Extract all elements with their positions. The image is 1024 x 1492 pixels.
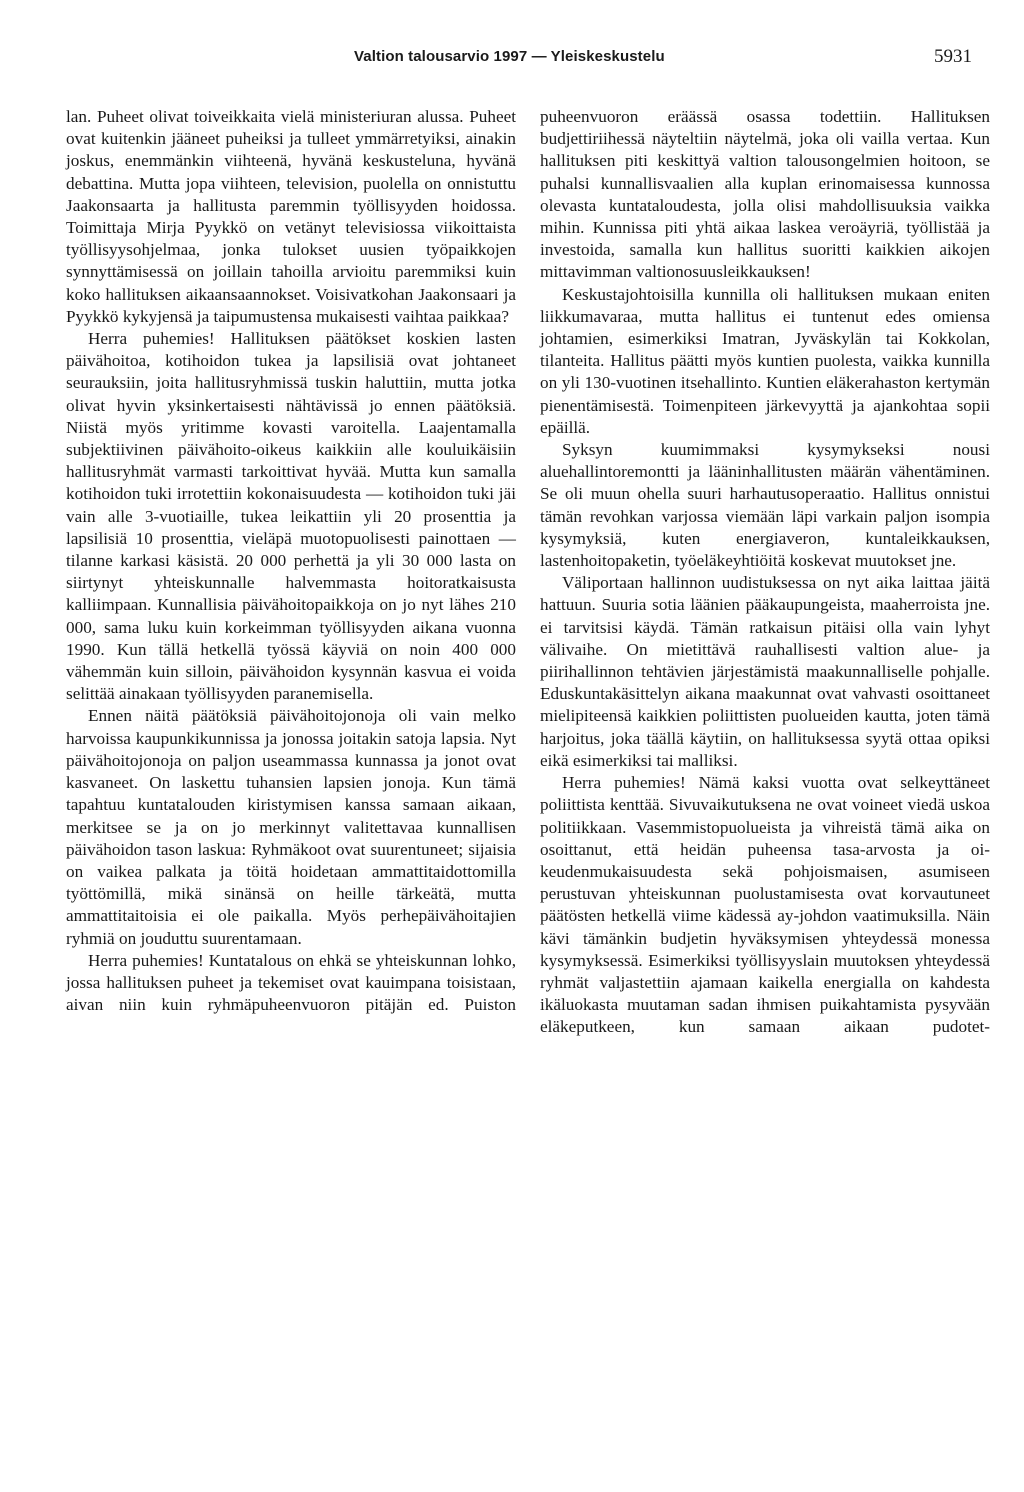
paragraph: Herra puhemies! Nämä kaksi vuotta ovat selkeyttäneet poliittista kenttää. Sivuvaikutuksena ne ovat voineet viedä uskoa politiikkaan. Vasemmistopuolueista ja vihreistä tämä aika on osoittanut, että heidän puheensa tasa-arvosta ja oikeudenmukaisuudesta sekä pohjoismaisen, asumiseen perustuvan yhteiskunnan puolustamisesta ovat korvautuneet päätösten hetkellä viime kädessä ay-johdon vaatimuksilla. Näin kävi tämänkin budjetin hyväksymisen yhteydessä monessa kysymyksessä. Esimerkiksi työllisyyslain muutoksen yhteydessä ryhmät valjastettiin ajamaan kaikella energialla on kahdesta ikäluokasta muutaman sadan ihmisen puikahtamista pysyvään eläkeputkeen, kun samaan aikaan pudotet- — [540, 773, 990, 1037]
paragraph: Väliportaan hallinnon uudistuksessa on nyt aika laittaa jäitä hattuun. Suuria sotia läänien pääkaupungeista, maaherroista jne. ei tarvitsisi käydä. Tämän ratkaisun pitäisi olla vain lyhyt välivaihe. On mietittävä rauhallisesti valtion alue- ja piirihallinnon tehtävien järjestämistä maakunnalliselle pohjalle. Eduskuntakäsittelyn aikana maakunnat ovat vahvasti osoittaneet mielipiteensä kaikkien poliittisten puolueiden kautta, joten tämä harjoitus, joka täällä käytiin, on hallituksessa syytä ottaa opiksi eikä esimerkiksi tai malliksi. — [540, 573, 990, 770]
page-number: 5931 — [934, 46, 972, 67]
paragraph: Syksyn kuumimmaksi kysymykseksi nousi aluehallintoremontti ja lääninhallitusten määrän vähentäminen. Se oli muun ohella suuri harhautusoperaatio. Hallitus onnistui tämän revohkan varjossa viemään läpi varkain paljon isompia kysymyksiä, kuten energiaveron, kuntaleikkauksen, lastenhoitopaketin, työeläkeyhtiöitä koskevat muutokset jne. — [540, 440, 990, 571]
running-header — [0, 48, 1024, 72]
paragraph: Keskustajohtoisilla kunnilla oli hallituksen mukaan eniten liikkumavaraa, mutta hallitus ei tuntenut edes omiensa johtamien, esimerkiksi Imatran, Jyväskylän tai Kokkolan, tilanteita. Hallitus päätti myös kuntien puolesta, vaikka kunnilla on yli 130-vuotinen itsehallinto. Kuntien eläkerahaston kertymän pienentämisestä. Toimenpiteen järkevyyttä ja ajankohtaa sopii epäillä. — [540, 284, 990, 437]
running-title: Valtion talousarvio 1997 — Yleiskeskustelu — [354, 48, 665, 65]
left-column — [66, 106, 516, 1016]
paragraph: Ennen näitä päätöksiä päivähoitojonoja oli vain melko harvoissa kaupunkikunnissa ja jonossa joitakin satoja lapsia. Nyt päivähoitojonoja on paljon useammassa kunnassa ja jonot ovat kasvaneet. On laskettu tuhansien lapsien jonoja. Kun tämä tapahtuu kuntatalouden kiristymisen kanssa samaan aikaan, merkitsee se ja on jo merkinnyt valitettavaa kunnallisen päivähoidon tason laskua: Ryhmäkoot ovat suurentuneet; sijaisia on vaikea palkata ja töitä hoidetaan ammattitaidottomilla työttömillä, mikä sinänsä on heille tärkeätä, mutta ammattitaitoisia ei ole paikalla. Myös perhepäivähoitajien ryhmiä on jouduttu suurentamaan. — [66, 706, 516, 948]
paragraph: puheenvuoron eräässä osassa todettiin. Hallituksen budjettiriihessä näyteltiin näytelmä, joka oli vailla vertaa. Kun hallituksen piti keskittyä valtion talousongelmien hoitoon, se puhalsi kunnallisvaalien alla kuplan erinomaisessa kunnossa olevasta kuntataloudesta, jolla olisi mahdollisuuksia vaikka mihin. Kunnissa piti yhtä aikaa laskea veroäyriä, työllistää ja investoida, samalla kun hallitus suoritti kaikkien aikojen mittavimman valtionosuusleikkauksen! — [540, 107, 990, 282]
paragraph: Herra puhemies! Kuntatalous on ehkä se yhteiskunnan lohko, jossa hallituksen puheet ja tekemiset ovat kauimpana toisistaan, aivan niin kuin ryhmäpuheenvuoron pitäjän ed. Puiston — [66, 950, 516, 1015]
right-column — [540, 106, 990, 1039]
paragraph: Herra puhemies! Hallituksen päätökset koskien lasten päivähoitoa, kotihoidon tukea ja lapsilisiä ovat johtaneet seurauksiin, joita hallitusryhmissä tuskin haluttiin, mutta jotka olivat hyvin yksinkertaisesti nähtävissä jo ennen päätöksiä. Niistä myös yritimme kovasti varoitella. Laajentamalla subjektiivinen päivähoito-oikeus kaikkiin alle kouluikäisiin hallitusryhmät varmasti tarkoittivat hyvää. Mutta kun samalla kotihoidon tuki irrotettiin kokonaisuudesta — kotihoidon tuki jäi vain alle 3-vuotiaille, tukea leikattiin yli 20 prosenttia ja lapsilisiä 10 prosenttia, vieläpä muotopuolisesti painottaen — tilanne karkasi käsistä. 20 000 perhettä ja yli 30 000 lasta on siirtynyt yhteiskunnalle halvemmasta hoitoratkaisusta kalliimpaan. Kunnallisia päivähoitopaikkoja on jo nyt lähes 210 000, sama luku kuin korkeimman työllisyyden aikana vuonna 1990. Kun tällä hetkellä työssä käyviä on noin 400 000 vähemmän kuin silloin, päivähoidon kysynnän kasvua ei voida selittää ainakaan työllisyyden paranemisella. — [66, 329, 516, 704]
paragraph: lan. Puheet olivat toiveikkaita vielä ministeriuran alussa. Puheet ovat kuitenkin jääneet puheiksi ja tulleet ymmärretyiksi, ainakin joskus, enemmänkin viihteenä, hyvänä keskusteluna, hyvänä debattina. Mutta jopa viihteen, television, puolella on onnistuttu Jaakonsaarta ja hallitusta paremmin työllisyyden hoidossa. Toimittaja Mirja Pyykkö on vetänyt televisiossa viikoittaista työllisyysohjelmaa, jonka tulokset uusien työpaikkojen synnyttämisessä on joillain tahoilla arvioitu paremmiksi kuin koko hallituksen aikaansaannokset. Voisivatkohan Jaakonsaari ja Pyykkö kykyjensä ja taipumustensa mukaisesti vaihtaa paikkaa? — [66, 107, 516, 326]
